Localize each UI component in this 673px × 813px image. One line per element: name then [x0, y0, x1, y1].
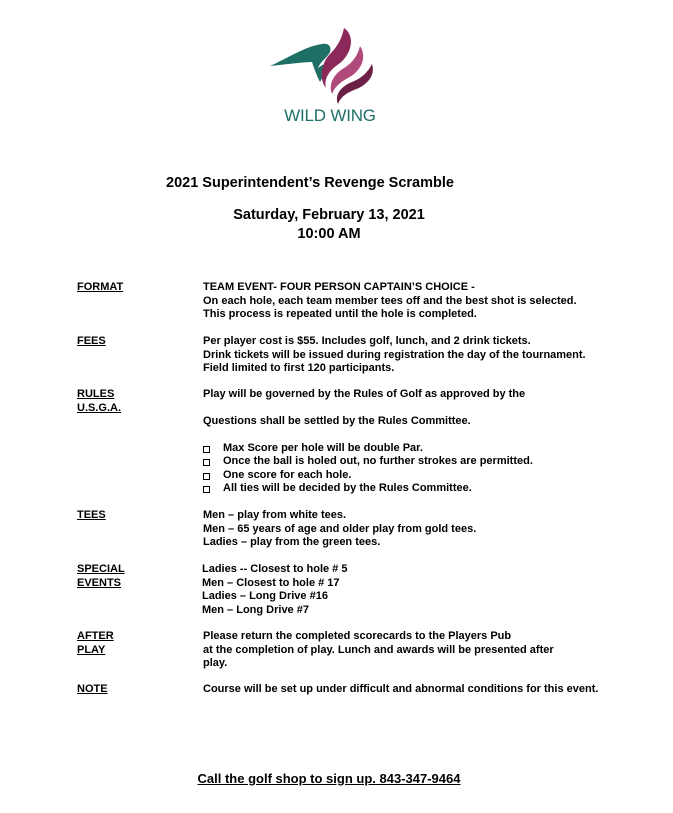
section-label-fees: FEES: [77, 335, 106, 347]
rules-bullet: [203, 469, 663, 483]
section-content-after-play: [203, 630, 663, 671]
special-events-label-line2: EVENTS: [77, 576, 122, 589]
checkbox-square-icon: [203, 459, 210, 466]
after-play-label-line1: AFTER: [77, 630, 114, 642]
fees-line: Drink tickets will be issued during registration the day of the tournament.: [203, 348, 586, 361]
section-content-format: [203, 281, 663, 322]
logo-wordmark: WILD WING: [284, 106, 376, 125]
fees-line: Field limited to first 120 participants.: [203, 362, 395, 374]
fees-line: Per player cost is $55. Includes golf, lunch, and 2 drink tickets.: [203, 335, 531, 347]
tees-line: Ladies – play from the green tees.: [203, 536, 381, 548]
event-date-block: [200, 206, 458, 244]
rules-bullet: [203, 455, 663, 469]
event-title: 2021 Superintendent’s Revenge Scramble: [166, 175, 454, 191]
rules-bullet: [203, 442, 663, 456]
section-label-rules: [77, 388, 187, 415]
section-content-rules: [203, 388, 663, 496]
section-label-format: FORMAT: [77, 281, 124, 293]
rules-bullet-text: One score for each hole.: [223, 468, 352, 481]
after-play-line: play.: [203, 657, 228, 669]
rules-bullet: [203, 482, 663, 496]
event-time: 10:00 AM: [297, 226, 361, 242]
checkbox-square-icon: [203, 486, 210, 493]
section-label-special-events: [77, 563, 187, 590]
rules-line: Questions shall be settled by the Rules Committee.: [203, 415, 471, 427]
checkbox-square-icon: [203, 446, 210, 453]
rules-spacer: [203, 402, 663, 416]
format-line: On each hole, each team member tees off and the best shot is selected.: [203, 294, 577, 307]
section-label-note: NOTE: [77, 683, 108, 695]
special-event-line: Ladies – Long Drive #16: [202, 590, 328, 602]
rules-label-line1: RULES: [77, 388, 115, 400]
format-line: This process is repeated until the hole is completed.: [203, 308, 477, 320]
event-date: Saturday, February 13, 2021: [233, 207, 425, 223]
note-line: Course will be set up under difficult and abnormal conditions for this event.: [203, 683, 599, 695]
section-content-note: [203, 683, 663, 697]
section-content-special-events: [202, 563, 662, 617]
after-play-line: at the completion of play. Lunch and awards will be presented after: [203, 643, 554, 656]
after-play-line: Please return the completed scorecards to the Players Pub: [203, 630, 512, 642]
wild-wing-bird-icon: [268, 22, 388, 112]
rules-line: Play will be governed by the Rules of Golf as approved by the: [203, 388, 526, 400]
special-event-line: Ladies -- Closest to hole # 5: [202, 563, 348, 575]
section-content-fees: [203, 335, 663, 376]
format-line: TEAM EVENT- FOUR PERSON CAPTAIN’S CHOICE -: [203, 281, 475, 293]
tees-line: Men – play from white tees.: [203, 509, 347, 521]
special-event-line: Men – Long Drive #7: [202, 603, 309, 616]
section-label-after-play: [77, 630, 187, 657]
rules-bullet-text: Max Score per hole will be double Par.: [223, 441, 423, 454]
rules-bullet-text: All ties will be decided by the Rules Committee.: [223, 482, 472, 494]
tees-line: Men – 65 years of age and older play from gold tees.: [203, 522, 477, 535]
section-content-tees: [203, 509, 663, 550]
rules-bullet-list: [203, 442, 663, 496]
rules-bullet-text: Once the ball is holed out, no further strokes are permitted.: [223, 455, 533, 467]
wild-wing-logo: [268, 22, 388, 132]
signup-call-to-action: Call the golf shop to sign up. 843-347-9464: [197, 771, 461, 786]
rules-label-line2: U.S.G.A.: [77, 401, 122, 414]
after-play-label-line2: PLAY: [77, 643, 106, 656]
special-events-label-line1: SPECIAL: [77, 563, 125, 575]
special-event-line: Men – Closest to hole # 17: [202, 576, 340, 589]
section-label-tees: TEES: [77, 509, 106, 521]
checkbox-square-icon: [203, 473, 210, 480]
